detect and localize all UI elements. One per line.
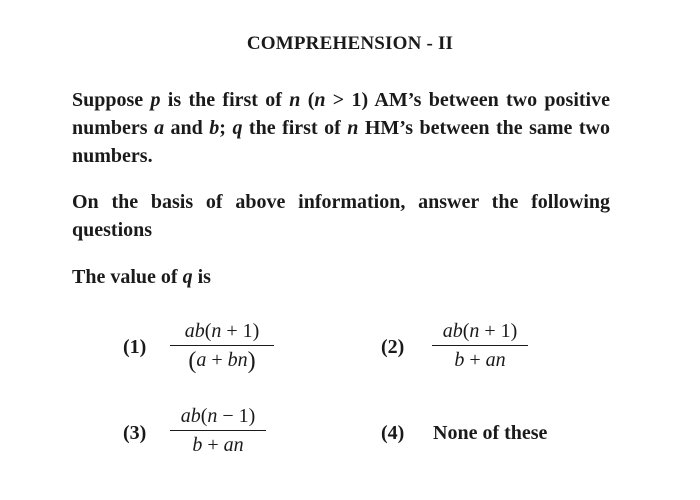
option-1-numerator: ab(n + 1) [184,320,260,342]
option-1-fraction[interactable] [170,320,274,374]
question-text: The value of q is [72,266,211,288]
option-1-label[interactable]: (1) [123,336,147,358]
problem-statement: Suppose p is the first of n (n > 1) AM’s between two positive numbers a and b; q the first of n HM’s between the same two numbers. [72,89,611,167]
option-1-denominator: (a + bn) [170,345,274,371]
option-2-numerator: ab(n + 1) [442,320,518,342]
option-4-text[interactable]: None of these [433,422,548,444]
option-3-label[interactable]: (3) [123,422,147,444]
option-2-fraction[interactable] [432,320,528,371]
option-2-denominator: b + an [432,345,528,371]
option-3-denominator: b + an [170,430,266,456]
option-3-numerator: ab(n − 1) [180,405,256,427]
option-2-label[interactable]: (2) [381,336,405,358]
section-heading: COMPREHENSION - II [246,33,454,54]
option-3-fraction[interactable] [170,405,266,456]
option-4-label[interactable]: (4) [381,422,405,444]
instruction-text: On the basis of above information, answer the following questions [72,191,610,241]
